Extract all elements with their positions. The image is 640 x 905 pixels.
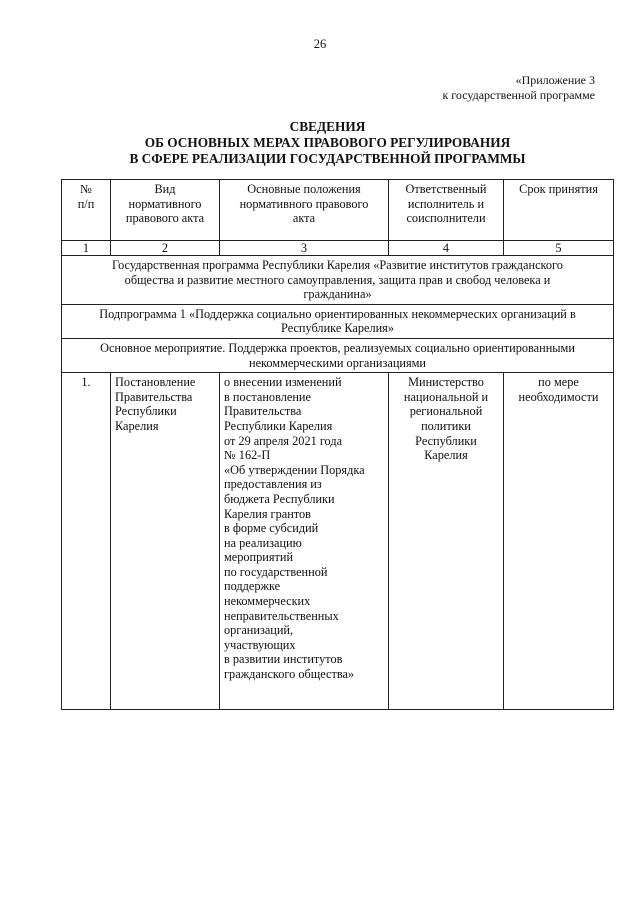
title-line-3: В СФЕРЕ РЕАЛИЗАЦИИ ГОСУДАРСТВЕННОЙ ПРОГРАММЫ <box>129 151 526 166</box>
page-number: 26 <box>313 37 327 51</box>
table-row <box>62 373 614 710</box>
row-responsible: Министерство национальной и региональной политики Республики Карелия <box>389 373 504 710</box>
column-number: 4 <box>389 241 504 256</box>
appendix-line-2: к государственной программе <box>442 88 595 102</box>
row-deadline: по мере необходимости <box>504 373 614 710</box>
column-number: 2 <box>111 241 220 256</box>
row-provisions: о внесении изменений в постановление Правительства Республики Карелия от 29 апреля 2021 года № 162-П «Об утверждении Порядка предоставления из бюджета Республики Карелия грантов в форме субсидий на реализацию мероприятий по государственной поддержке некоммерческих неправительственных организаций, участвующих в развитии институтов гражданского общества» <box>220 373 389 710</box>
document-title <box>60 119 595 167</box>
title-line-2: ОБ ОСНОВНЫХ МЕРАХ ПРАВОВОГО РЕГУЛИРОВАНИЯ <box>144 135 511 150</box>
appendix-header <box>442 73 595 103</box>
subprogram-title: Подпрограмма 1 «Поддержка социально ориентированных некоммерческих организаций в Республике Карелия» <box>62 304 614 338</box>
title-line-1: СВЕДЕНИЯ <box>289 119 366 134</box>
table-header-row <box>62 180 614 241</box>
row-num: 1. <box>62 373 111 710</box>
measures-table <box>61 179 614 710</box>
activity-row <box>62 338 614 372</box>
column-number: 3 <box>220 241 389 256</box>
column-number: 1 <box>62 241 111 256</box>
header-num: № п/п <box>62 180 111 241</box>
column-number: 5 <box>504 241 614 256</box>
column-numbers-row <box>62 241 614 256</box>
row-act-type: Постановление Правительства Республики Карелия <box>111 373 220 710</box>
activity-title: Основное мероприятие. Поддержка проектов, реализуемых социально ориентированными некоммерческими организациями <box>62 338 614 372</box>
appendix-line-1: «Приложение 3 <box>515 73 595 87</box>
header-responsible: Ответственный исполнитель и соисполнители <box>389 180 504 241</box>
header-deadline: Срок принятия <box>504 180 614 241</box>
program-row <box>62 256 614 305</box>
program-title: Государственная программа Республики Карелия «Развитие институтов гражданского общества и развитие местного самоуправления, защита прав и свобод человека и гражданина» <box>62 256 614 305</box>
header-provisions: Основные положения нормативного правового акта <box>220 180 389 241</box>
subprogram-row <box>62 304 614 338</box>
header-act-type: Вид нормативного правового акта <box>111 180 220 241</box>
